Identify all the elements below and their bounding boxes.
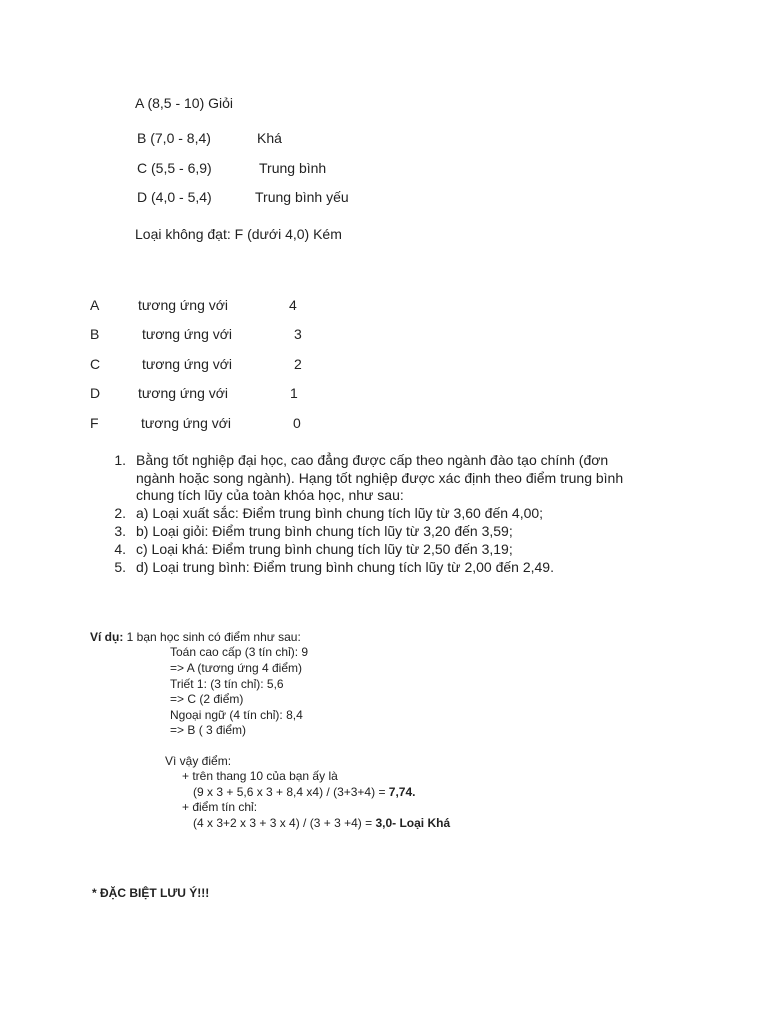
credit-label: + điểm tín chỉ: — [182, 800, 258, 814]
mapping-value: 1 — [290, 385, 298, 401]
mapping-value: 2 — [294, 356, 302, 372]
example-subject-line: => A (tương ứng 4 điểm) — [170, 661, 303, 675]
grade-c-range: C (5,5 - 6,9) — [137, 160, 212, 176]
list-number: 5. — [114, 559, 126, 575]
mapping-letter: A — [90, 297, 100, 313]
example-subject-line: => B ( 3 điểm) — [170, 723, 247, 737]
scale10-label: + trên thang 10 của bạn ấy là — [182, 769, 338, 783]
list-item-line: a) Loại xuất sắc: Điểm trung bình chung tích lũy từ 3,60 đến 4,00; — [136, 505, 544, 521]
credit-formula-line — [193, 816, 450, 830]
example-intro: 1 bạn học sinh có điểm như sau: — [123, 630, 301, 644]
credit-formula: (4 x 3+2 x 3 + 3 x 4) / (3 + 3 +4) = — [193, 816, 376, 830]
mapping-phrase: tương ứng với — [138, 297, 229, 313]
credit-result: 3,0- Loại Khá — [375, 816, 451, 830]
list-item-line: d) Loại trung bình: Điểm trung bình chung tích lũy từ 2,00 đến 2,49. — [136, 559, 554, 575]
mapping-phrase: tương ứng với — [142, 326, 233, 342]
example-subject-line: => C (2 điểm) — [170, 692, 244, 706]
mapping-value: 3 — [294, 326, 302, 342]
scale10-result: 7,74. — [388, 785, 416, 799]
example-subject-line: Ngoại ngữ (4 tín chỉ): 8,4 — [170, 708, 303, 722]
mapping-phrase: tương ứng với — [141, 415, 232, 431]
mapping-value: 0 — [293, 415, 301, 431]
grade-b-label: Khá — [257, 130, 282, 146]
example-subject-line: Triết 1: (3 tín chỉ): 5,6 — [170, 677, 284, 691]
list-number: 3. — [114, 523, 126, 539]
example-subject-line: Toán cao cấp (3 tín chỉ): 9 — [170, 645, 309, 659]
grade-d-range: D (4,0 - 5,4) — [137, 189, 212, 205]
mapping-phrase: tương ứng với — [138, 385, 229, 401]
list-number: 4. — [114, 541, 126, 557]
grade-d-label: Trung bình yếu — [255, 189, 349, 205]
list-number: 2. — [114, 505, 126, 521]
special-note: * ĐẶC BIỆT LƯU Ý!!! — [92, 886, 210, 900]
example-label: Ví dụ: — [90, 630, 124, 644]
grade-fail: Loại không đạt: F (dưới 4,0) Kém — [135, 226, 342, 242]
list-item-line: b) Loại giỏi: Điểm trung bình chung tích lũy từ 3,20 đến 3,59; — [136, 523, 513, 539]
scale10-formula-line — [193, 785, 415, 799]
grade-b-range: B (7,0 - 8,4) — [137, 130, 211, 146]
mapping-phrase: tương ứng với — [142, 356, 233, 372]
mapping-letter: B — [90, 326, 100, 342]
mapping-letter: D — [90, 385, 101, 401]
example-intro-line — [90, 630, 301, 644]
list-item-line: c) Loại khá: Điểm trung bình chung tích lũy từ 2,50 đến 3,19; — [136, 541, 513, 557]
list-item-line: chung tích lũy của toàn khóa học, như sau: — [136, 487, 404, 503]
list-item-line: ngành hoặc song ngành). Hạng tốt nghiệp được xác định theo điểm trung bình — [136, 470, 624, 486]
scale10-formula: (9 x 3 + 5,6 x 3 + 8,4 x4) / (3+3+4) = — [193, 785, 389, 799]
grade-c-label: Trung bình — [259, 160, 327, 176]
mapping-letter: C — [90, 356, 101, 372]
mapping-value: 4 — [289, 297, 297, 313]
mapping-letter: F — [90, 415, 99, 431]
list-number: 1. — [114, 452, 126, 468]
list-item-line: Bằng tốt nghiệp đại học, cao đẳng được cấp theo ngành đào tạo chính (đơn — [136, 452, 609, 468]
grade-a: A (8,5 - 10) Giỏi — [135, 95, 234, 111]
example-therefore: Vì vậy điểm: — [165, 754, 232, 768]
